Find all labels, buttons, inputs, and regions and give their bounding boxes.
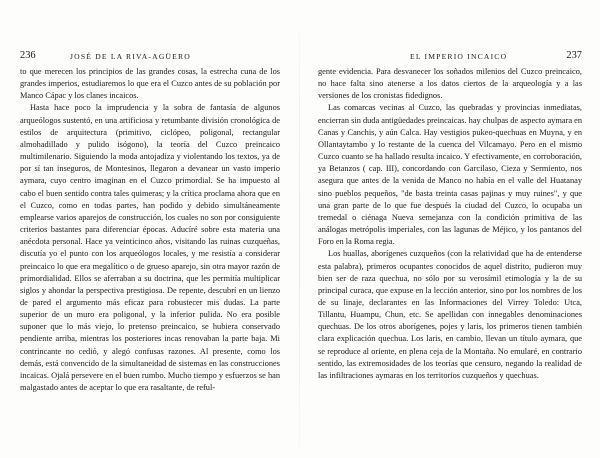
right-paragraph-3: Los huallas, aborígenes cuzqueños (con la relatividad que ha de entenderse esta palabra), primeros ocupantes conocidos de aquel distrito, pudieron muy bien ser de raza quechua, no sólo por su verosímil etimología y la de su principal curaca, que expuse en la lección anterior, sino por los nombres de los de su linaje, declarantes en las Informaciones del Virrey Toledo: Utca, Tillantu, Huampu, Chun, etc. Se apellidan con innegables denominaciones quechuas. De los otros aborígenes, pojes y laris, los primeros tienen también clara explicación quechua. Los laris, en cambio, llevan un título aymara, que se reproduce al oriente, en plena ceja de la Montaña. No emularé, en contrario sentido, las extremosidades de los teorías que censuro, negando la realidad de las infiltraciones aymaras en los territorios cuzqueños y quechuas. (318, 249, 582, 380)
left-page-number: 236 (20, 50, 36, 61)
right-paragraph-1: gente evidencia. Para desvanecer los soñados milenios del Cuzco preincaico, no hace falta sino atenerse a los datos ciertos de la arqueología y a las versiones de los cronistas fidedignos. (318, 67, 582, 101)
right-running-title: EL IMPERIO INCAICO (410, 52, 508, 61)
right-body-text (318, 66, 582, 382)
left-running-head (20, 49, 280, 63)
right-paragraph-2: Las comarcas vecinas al Cuzco, las quebradas y provincias inmediatas, encierran sin duda antigüedades preincaicas. hay chulpas de aspecto aymara en Canas y Canchis, y aún Calca. Hay vestigios pukeo-quechuas en Muyna, y en Ollantaytambo y lo restante de la cuenca del Vilcamayo. Pero en el mismo Cuzco cuanto se ha hallado resulta incaico. Y efectivamente, en corroboración, ya Betanzos ( cap. III), concordando con Garcilaso, Cieza y Sermiento, nos asegura que antes de la venida de Manco no había en el valle del Huatanay sino pueblos pequeños, "de basta treinta casas pajinas y muy ruines", y que una gran parte de lo que fue después la ciudad del Cuzco, lo ocupaba un tremedal o ciénaga Nueva semejanza con la condición primitiva de las análogas metrópolis imperiales, con las lagunas de Méjico, y los pantanos del Foro en la Roma regia. (318, 103, 582, 247)
left-body-text (20, 66, 280, 394)
left-paragraph-2: Hasta hace poco la imprudencia y la sobra de fantasía de algunos arqueólogos sustentó, en una artificiosa y retumbante división cronológica de estilos de arquitectura (primitivo, ciclópeo, poligonal, rectangular almohadillado y pulido isógono), la teoría del Cuzco preincaico multimilenario. Siguiendo la moda antojadiza y violentando los textos, ya de por sí tan inseguros, de Montesinos, llegaron a devanear un vasto imperio aymara, cuyo centro imaginan en el Cuzco primordial. Se ha impuesto al cabo el buen sentido contra tales quimeras; y la crítica proclama ahora que en el Cuzco, como en todas partes, han podido y debido simultáneamente emplearse varios aparejos de construcción, los cuales no son por consiguiente criterios bastantes para diferenciar épocas. Aducíré sobre esta materia una anécdota personal. Hace ya veinticinco años, visitando las ruinas cuzqueñas, discutía yo el punto con los arqueólogos locales, y me resistía a considerar preincaico lo que era megalítico o de grueso aparejo, sin otra mayor razón de primordialidad. Ellos se aferraban a su doctrina, que les permitía multiplicar siglos y ahondar la perspectiva prestigiosa. De repente, descubrí en un lienzo de pared el argumento más eficaz para robustecer mis dudas. La parte superior de un muro era poligonal, y la inferior pulida. No era posible suponer que lo más viejo, lo pretenso preincaico, se hubiera conservado pendiente arriba, mientras los posteriores incas renovaban la parte baja. Mi contrincante no cedió, y alegó confusas razones. Al presente, como los demás, está convencido de la simultaneidad de sistemas en las construcciones incaicas. Ojalá persevere en el buen rumbo. Mucho tiempo y esfuerzos se han malgastado antes de aceptar lo que era rasaltante, de reful- (20, 103, 280, 393)
right-page-number: 237 (566, 50, 582, 61)
left-running-title: JOSÉ DE LA RIVA-AGÜERO (70, 52, 191, 61)
book-gutter (299, 30, 300, 450)
left-paragraph-1: to que merecen los principios de las grandes cosas, la estrecha cuna de los grandes imperios, estudiaremos lo que era el Cuzco antes de su población por Manco Cápac y los clanes incaicos. (20, 67, 280, 101)
right-running-head (318, 49, 582, 63)
